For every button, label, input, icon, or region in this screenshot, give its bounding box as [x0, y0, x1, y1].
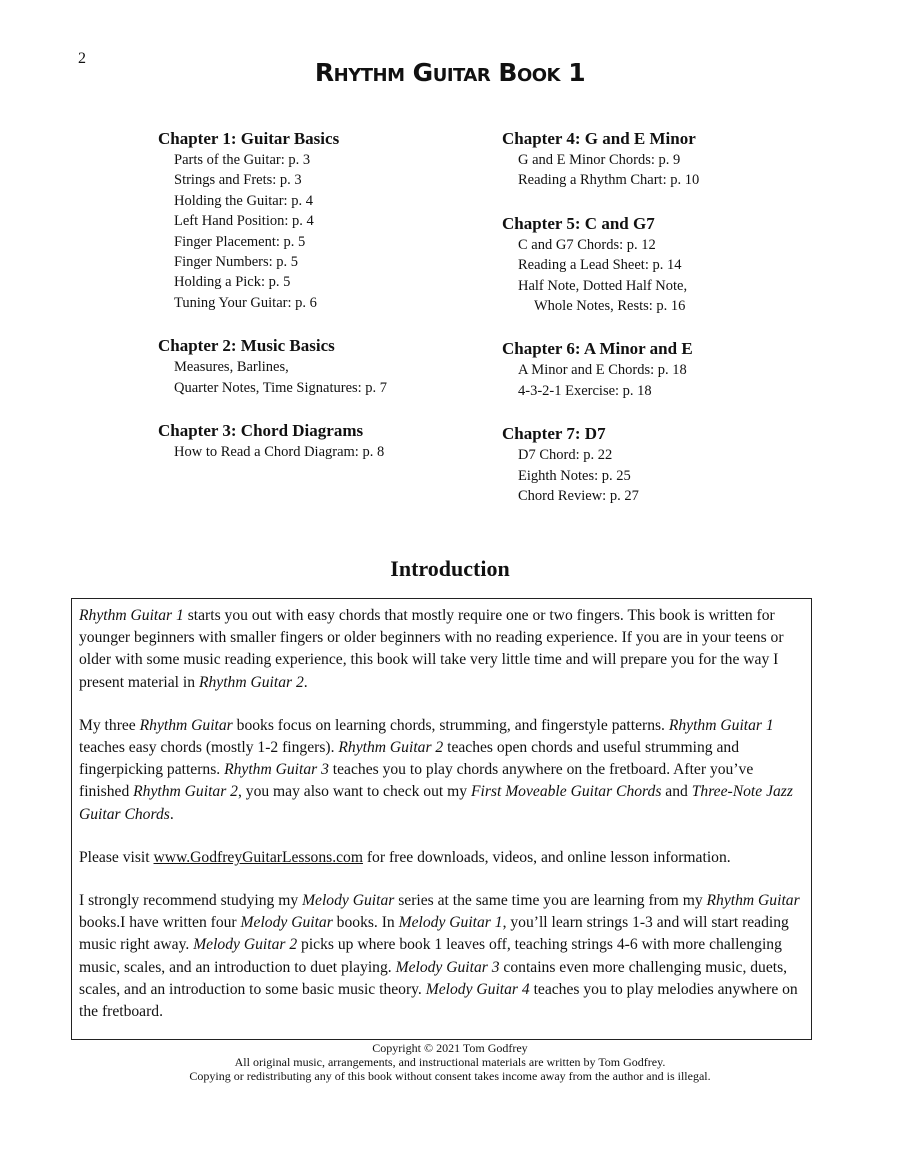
book-title-reference: Rhythm Guitar 1	[668, 716, 774, 734]
text-run: teaches you to play melodies anywhere on the fretboard.	[79, 980, 798, 1021]
toc-entry: Parts of the Guitar: p. 3	[174, 152, 311, 168]
book-title-reference: Melody Guitar 4	[425, 980, 530, 998]
warning-line: Copying or redistributing any of this book without consent takes income away from the author and is illegal.	[189, 1069, 711, 1083]
toc-entry: A Minor and E Chords: p. 18	[518, 362, 687, 379]
toc-entry: Left Hand Position: p. 4	[174, 213, 314, 230]
text-run: and	[661, 783, 692, 801]
page-number: 2	[78, 50, 86, 67]
book-title-reference: Melody Guitar	[302, 892, 395, 910]
toc-chapter	[158, 420, 488, 462]
text-run: teaches open chords and useful strumming and fingerpicking patterns.	[79, 739, 739, 779]
toc-entry: Tuning Your Guitar: p. 6	[174, 294, 317, 311]
text-run: contains even more challenging music, duets, scales, and an introduction to some basic music theory.	[79, 958, 788, 998]
text-run: series at the same time you are learning from my	[394, 892, 707, 910]
book-title-reference: Melody Guitar 3	[395, 958, 500, 976]
toc-entry: D7 Chord: p. 22	[518, 447, 613, 464]
text-run: books focus on learning chords, strumming, and fingerstyle patterns.	[232, 716, 669, 734]
book-title-reference: Rhythm Guitar	[706, 892, 800, 910]
toc-entry: Quarter Notes, Time Signatures: p. 7	[174, 379, 388, 396]
book-title-reference: Melody Guitar 2	[193, 936, 298, 954]
text-run: teaches easy chords (mostly 1-2 fingers).	[79, 739, 339, 757]
intro-paragraph-3	[79, 847, 804, 869]
rights-line: All original music, arrangements, and instructional materials are written by Tom Godfrey.	[234, 1055, 666, 1069]
intro-paragraph-2	[79, 715, 804, 826]
toc-entry: Chord Review: p. 27	[518, 488, 639, 505]
toc-entry: Holding a Pick: p. 5	[174, 274, 291, 291]
intro-p3-after: for free downloads, videos, and online lesson information.	[362, 848, 731, 866]
book-title-reference: Melody Guitar 1	[398, 914, 503, 932]
toc-entry: Strings and Frets: p. 3	[174, 172, 302, 189]
toc-entry: Reading a Lead Sheet: p. 14	[518, 257, 682, 274]
toc-entry: Holding the Guitar: p. 4	[174, 192, 313, 209]
text-run: My three	[79, 716, 140, 734]
toc-entry: Finger Placement: p. 5	[174, 233, 306, 250]
book-title-reference: Rhythm Guitar 3	[224, 761, 329, 779]
text-run: starts you out with easy chords that mostly require one or two fingers. This book is written for younger beginners with smaller fingers or older beginners with no reading experience. If you are in your teens or older with some music reading experience, this book will take very little time and will prepare you for the way I present material in	[79, 607, 784, 691]
toc-entry: Finger Numbers: p. 5	[174, 254, 299, 271]
toc-entry: Half Note, Dotted Half Note,	[518, 277, 688, 294]
intro-paragraph-4	[79, 890, 804, 1023]
intro-p3-before: Please visit	[79, 848, 154, 866]
book-title-reference: Rhythm Guitar 1	[79, 607, 184, 624]
chapter-title: Chapter 4: G and E Minor	[502, 129, 696, 148]
toc-entry: Measures, Barlines,	[174, 359, 289, 376]
copyright-line: Copyright © 2021 Tom Godfrey	[372, 1041, 528, 1055]
toc-entry: G and E Minor Chords: p. 9	[518, 152, 681, 168]
book-title-reference: Three-Note Jazz Guitar Chords	[79, 783, 793, 823]
chapter-title: Chapter 5: C and G7	[502, 213, 655, 233]
toc-entry: Reading a Rhythm Chart: p. 10	[518, 172, 700, 189]
toc-entry: 4-3-2-1 Exercise: p. 18	[518, 382, 652, 399]
text-run: teaches you to play chords anywhere on the fretboard. After you’ve finished	[79, 761, 754, 801]
text-run: .	[303, 673, 308, 691]
chapter-title: Chapter 7: D7	[502, 424, 606, 444]
chapter-title: Chapter 1: Guitar Basics	[158, 129, 340, 148]
book-title-reference: Rhythm Guitar 2	[133, 783, 238, 801]
book-title-reference: Rhythm Guitar 2	[198, 673, 304, 691]
text-run: .	[169, 805, 174, 823]
text-run: I strongly recommend studying my	[79, 892, 303, 910]
intro-box	[71, 598, 812, 1040]
book-title-reference: Rhythm Guitar 2	[338, 739, 444, 757]
toc-chapter	[502, 423, 832, 506]
toc-chapter	[502, 338, 832, 401]
text-run: books. In	[332, 914, 399, 932]
toc-right-column	[502, 128, 832, 528]
toc-chapter	[502, 213, 832, 317]
toc-entry: C and G7 Chords: p. 12	[518, 236, 656, 253]
text-run: books.I have written four	[79, 914, 241, 932]
text-run: , you may also want to check out my	[237, 783, 471, 801]
book-title-reference: First Moveable Guitar Chords	[470, 783, 662, 801]
toc-chapter	[502, 128, 832, 191]
website-link[interactable]: www.GodfreyGuitarLessons.com	[153, 848, 363, 866]
toc-entry: Eighth Notes: p. 25	[518, 467, 631, 484]
intro-heading: Introduction	[390, 556, 510, 581]
toc-left-column	[158, 128, 488, 484]
intro-paragraph-1	[79, 605, 804, 694]
text-run: picks up where book 1 leaves off, teaching strings 4-6 with more challenging music, scales, and an introduction to duet playing.	[79, 936, 782, 976]
book-title: Rhythm Guitar Book 1	[314, 58, 586, 87]
copyright-footer	[0, 1041, 900, 1083]
chapter-title: Chapter 6: A Minor and E	[502, 339, 693, 359]
toc-entry: Whole Notes, Rests: p. 16	[534, 298, 686, 315]
chapter-title: Chapter 2: Music Basics	[158, 336, 335, 356]
book-title-reference: Melody Guitar	[240, 914, 333, 932]
toc-chapter	[158, 335, 488, 398]
chapter-title: Chapter 3: Chord Diagrams	[158, 421, 364, 441]
book-title-reference: Rhythm Guitar	[139, 716, 233, 734]
toc-entry: How to Read a Chord Diagram: p. 8	[174, 444, 385, 461]
toc-chapter	[158, 128, 488, 313]
text-run: , you’ll learn strings 1-3 and will start reading music right away.	[79, 914, 789, 954]
